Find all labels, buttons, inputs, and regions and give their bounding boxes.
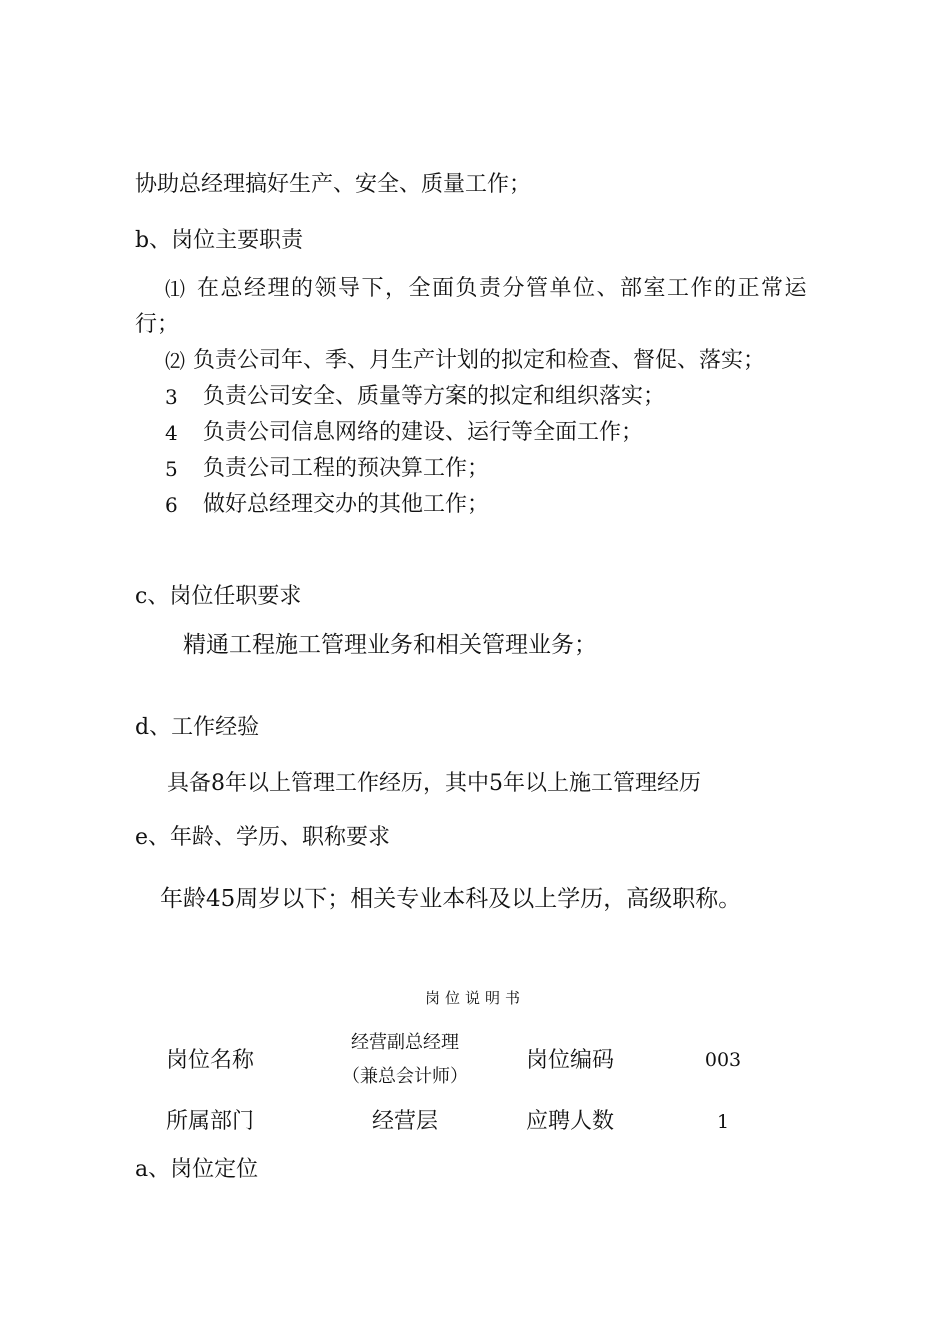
department-value: 经营层 (371, 1109, 438, 1134)
job-name-value-note: （兼总会计师） (342, 1066, 468, 1087)
job-code-label: 岗位编码 (525, 1048, 614, 1073)
experience-heading: d、工作经验 (135, 715, 260, 740)
list-item-number: ⑴ (165, 277, 185, 301)
list-item-number: 5 (165, 457, 178, 481)
list-item-number: ⑵ (165, 349, 185, 373)
list-item-text-continued: 行； (135, 312, 180, 337)
list-item-text: 负责公司安全、质量等方案的拟定和组织落实； (203, 384, 666, 409)
job-spec-title: 岗位说明书 (424, 989, 525, 1007)
age-text: 年龄45周岁以下；相关专业本科及以上学历，高级职称。 (160, 886, 742, 912)
list-item-text: 在总经理的领导下，全面负责分管单位、部室工作的正常运 (197, 276, 809, 301)
age-heading: e、年龄、学历、职称要求 (135, 825, 391, 850)
job-code-value: 003 (704, 1049, 742, 1071)
list-item-text: 负责公司工程的预决算工作； (203, 456, 490, 481)
list-item-text: 负责公司年、季、月生产计划的拟定和检查、督促、落实； (193, 348, 766, 373)
list-item-number: 3 (165, 385, 178, 409)
responsibilities-heading: b、岗位主要职责 (135, 228, 304, 253)
list-item-number: 6 (165, 493, 178, 517)
list-item-text: 负责公司信息网络的建设、运行等全面工作； (203, 420, 644, 445)
qualification-text: 精通工程施工管理业务和相关管理业务； (183, 632, 597, 658)
experience-text: 具备8年以上管理工作经历，其中5年以上施工管理经历 (167, 771, 701, 796)
headcount-label: 应聘人数 (525, 1109, 614, 1134)
list-item-text: 做好总经理交办的其他工作； (203, 492, 490, 517)
headcount-value: 1 (716, 1111, 730, 1133)
job-name-label: 岗位名称 (165, 1048, 254, 1073)
job-name-value: 经营副总经理 (351, 1032, 459, 1053)
qualification-heading: c、岗位任职要求 (135, 584, 302, 609)
duty-line: 协助总经理搞好生产、安全、质量工作； (135, 172, 532, 197)
department-label: 所属部门 (165, 1109, 254, 1134)
list-item-number: 4 (165, 421, 178, 445)
position-heading: a、岗位定位 (135, 1157, 259, 1182)
